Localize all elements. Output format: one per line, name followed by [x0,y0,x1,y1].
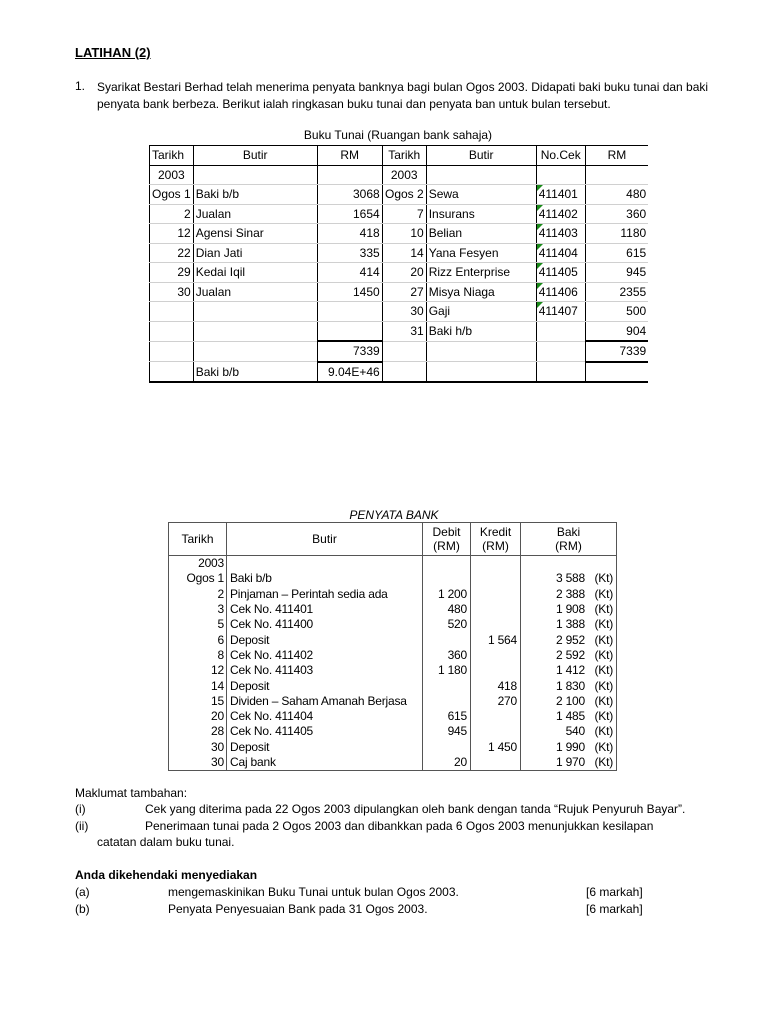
bt-cell-tarikh: 12 [150,224,194,244]
pb-baki-kt: (Kt) [594,571,613,586]
bt-cell-butir: Baki b/b [193,185,317,205]
pb-row [169,663,617,678]
pb-cell-kredit: 270 [471,694,521,709]
buku-tunai-header-row [150,146,649,166]
bt-cell-rm2: 360 [585,204,648,224]
pb-cell-baki [521,602,617,617]
bt-cell-butir2: Sewa [426,185,536,205]
maklumat-label-i: (i) [75,802,86,816]
bt-cell-rm: 335 [317,243,382,263]
bt-cell-butir [193,341,317,362]
bt-cell-nocek: 411403 [536,224,585,244]
pb-header-debit-unit: (RM) [433,539,460,553]
pb-cell-baki [521,694,617,709]
pb-cell-debit: 945 [423,724,471,739]
pb-cell-kredit [471,724,521,739]
pb-header-baki [521,523,617,556]
pb-cell-tarikh: 20 [169,709,227,724]
bt-cell-butir: Baki b/b [193,362,317,383]
maklumat-text-ii: Penerimaan tunai pada 2 Ogos 2003 dan dibankkan pada 6 Ogos 2003 menunjukkan kesilapan [145,819,654,833]
pb-header-kredit-unit: (RM) [482,539,509,553]
bt-cell-butir [193,302,317,322]
bt-cell-tarikh2: 2003 [382,165,426,185]
bt-cell-nocek: 411404 [536,243,585,263]
pb-cell-debit: 360 [423,648,471,663]
bt-row [150,321,649,341]
pb-cell-debit [423,694,471,709]
pb-baki-value: 1 485 [555,709,585,724]
pb-baki-value: 2 952 [555,632,585,647]
bt-cell-butir: Jualan [193,204,317,224]
pb-cell-baki [521,709,617,724]
pb-header-kredit-label: Kredit [479,525,512,539]
maklumat-text-i: Cek yang diterima pada 22 Ogos 2003 dipulangkan oleh bank dengan tanda “Rujuk Penyuruh Bayar”. [145,802,686,816]
bt-cell-butir: Agensi Sinar [193,224,317,244]
pb-baki-kt: (Kt) [594,663,613,678]
pb-cell-kredit [471,602,521,617]
pb-baki-value: 1 908 [555,602,585,617]
pb-cell-tarikh: 28 [169,724,227,739]
pb-cell-butir: Cek No. 411400 [227,617,423,632]
buku-tunai-caption: Buku Tunai (Ruangan bank sahaja) [303,128,493,142]
pb-cell-debit: 20 [423,755,471,771]
bt-cell-rm2 [585,165,648,185]
bt-cell-nocek: 411406 [536,282,585,302]
pb-cell-butir: Deposit [227,740,423,755]
pb-cell-baki [521,648,617,663]
pb-cell-butir: Dividen – Saham Amanah Berjasa [227,694,423,709]
bt-cell-butir2: Insurans [426,204,536,224]
pb-cell-tarikh: 3 [169,602,227,617]
bt-cell-butir2 [426,341,536,362]
bt-header-butir: Butir [193,146,317,166]
dikehendaki-label-b: (b) [75,902,90,916]
bt-cell-rm2: 500 [585,302,648,322]
bt-cell-rm2: 904 [585,321,648,341]
bt-row [150,341,649,362]
bt-cell-tarikh2: 7 [382,204,426,224]
pb-cell-butir: Cek No. 411405 [227,724,423,739]
pb-row [169,571,617,586]
pb-baki-kt: (Kt) [594,755,613,769]
bt-row [150,243,649,263]
pb-baki-kt: (Kt) [594,739,613,754]
pb-header-tarikh: Tarikh [169,523,227,556]
bt-cell-tarikh: 2 [150,204,194,224]
bt-cell-tarikh: 22 [150,243,194,263]
bt-header-nocek: No.Cek [536,146,585,166]
pb-baki-value: 540 [565,724,585,739]
bt-cell-tarikh [150,362,194,383]
bt-row [150,282,649,302]
pb-cell-debit [423,571,471,586]
bt-cell-tarikh2 [382,341,426,362]
bt-cell-rm2: 2355 [585,282,648,302]
bt-row [150,224,649,244]
pb-header-butir: Butir [227,523,423,556]
bt-cell-tarikh: Ogos 1 [150,185,194,205]
bt-cell-rm: 9.04E+46 [317,362,382,383]
pb-cell-butir: Cek No. 411403 [227,663,423,678]
pb-cell-butir: Cek No. 411404 [227,709,423,724]
bt-cell-nocek [536,362,585,383]
pb-cell-kredit [471,663,521,678]
maklumat-label-ii: (ii) [75,819,89,833]
bt-cell-butir2 [426,362,536,383]
pb-cell-tarikh: 5 [169,617,227,632]
pb-baki-kt: (Kt) [594,647,613,662]
bt-cell-tarikh2: 14 [382,243,426,263]
bt-row [150,185,649,205]
pb-row [169,587,617,602]
bt-row [150,302,649,322]
bt-cell-rm: 414 [317,263,382,283]
pb-cell-debit: 520 [423,617,471,632]
bt-cell-tarikh2: 27 [382,282,426,302]
pb-cell-debit: 1 180 [423,663,471,678]
pb-baki-value: 1 412 [555,663,585,678]
pb-baki-value: 1 970 [555,755,585,769]
bt-cell-tarikh: 30 [150,282,194,302]
pb-cell-butir: Baki b/b [227,571,423,586]
page-title: LATIHAN (2) [75,45,151,60]
question-text: Syarikat Bestari Berhad telah menerima penyata banknya bagi bulan Ogos 2003. Didapati baki buku tunai dan baki penyata bank berbeza. Berikut ialah ringkasan buku tunai dan penyata ban untuk bulan tersebut. [97,80,709,111]
bt-cell-butir2: Yana Fesyen [426,243,536,263]
pb-header-baki-unit: (RM) [555,539,582,553]
bt-row [150,362,649,383]
pb-cell-tarikh: 6 [169,632,227,647]
pb-baki-value: 2 592 [555,647,585,662]
pb-row [169,678,617,693]
pb-row [169,740,617,755]
pb-header-kredit [471,523,521,556]
bt-cell-nocek [536,321,585,341]
bt-header-butir2: Butir [426,146,536,166]
bt-cell-rm [317,302,382,322]
pb-header-baki-label: Baki [556,525,581,539]
pb-cell-debit [423,740,471,755]
pb-cell-kredit: 418 [471,678,521,693]
bt-cell-tarikh [150,321,194,341]
bt-cell-butir2: Gaji [426,302,536,322]
bt-cell-tarikh [150,302,194,322]
bt-cell-rm2: 480 [585,185,648,205]
bt-cell-nocek [536,341,585,362]
pb-cell-kredit [471,571,521,586]
pb-cell-tarikh: 30 [169,740,227,755]
pb-cell-tarikh: Ogos 1 [169,571,227,586]
buku-tunai-table [149,145,648,383]
pb-baki-kt: (Kt) [594,724,613,739]
bt-cell-butir2: Misya Niaga [426,282,536,302]
pb-baki-kt: (Kt) [594,586,613,601]
bt-cell-nocek: 411405 [536,263,585,283]
pb-cell-tarikh: 2 [169,587,227,602]
bt-cell-rm2: 615 [585,243,648,263]
pb-cell-kredit [471,709,521,724]
pb-cell-butir [227,556,423,572]
pb-cell-kredit [471,755,521,771]
bt-cell-butir2: Baki h/b [426,321,536,341]
bt-cell-nocek: 411402 [536,204,585,224]
bt-cell-nocek: 411401 [536,185,585,205]
penyata-bank-caption: PENYATA BANK [349,508,439,522]
pb-row [169,648,617,663]
bt-cell-rm2: 7339 [585,341,648,362]
bt-row [150,263,649,283]
pb-baki-kt: (Kt) [594,678,613,693]
pb-cell-baki [521,663,617,678]
pb-cell-baki [521,740,617,755]
bt-cell-tarikh2: 10 [382,224,426,244]
pb-baki-kt: (Kt) [594,617,613,632]
pb-cell-tarikh: 2003 [169,556,227,572]
pb-cell-debit [423,632,471,647]
pb-cell-butir: Cek No. 411401 [227,602,423,617]
pb-baki-value: 2 388 [555,586,585,601]
pb-cell-butir: Caj bank [227,755,423,771]
pb-cell-baki [521,755,617,771]
bt-cell-tarikh2: 30 [382,302,426,322]
bt-cell-butir: Dian Jati [193,243,317,263]
bt-row [150,204,649,224]
bt-header-rm2: RM [585,146,648,166]
pb-header-debit [423,523,471,556]
bt-cell-tarikh2: Ogos 2 [382,185,426,205]
bt-cell-tarikh2: 31 [382,321,426,341]
pb-baki-value: 1 388 [555,617,585,632]
bt-cell-butir2 [426,165,536,185]
pb-cell-kredit [471,587,521,602]
pb-cell-debit [423,556,471,572]
pb-cell-tarikh: 30 [169,755,227,771]
bt-cell-rm [317,165,382,185]
pb-baki-kt: (Kt) [594,693,613,708]
pb-cell-baki [521,556,617,572]
question-number: 1. [75,79,86,93]
bt-cell-tarikh2: 20 [382,263,426,283]
pb-header-debit-label: Debit [432,525,461,539]
pb-row [169,694,617,709]
pb-cell-butir: Deposit [227,678,423,693]
pb-cell-kredit [471,648,521,663]
bt-cell-butir2: Rizz Enterprise [426,263,536,283]
bt-cell-butir2: Belian [426,224,536,244]
dikehendaki-marks-b: [6 markah] [586,902,643,916]
pb-baki-value: 3 588 [555,571,585,586]
maklumat-text-ii-cont: catatan dalam buku tunai. [97,835,235,849]
pb-cell-kredit: 1 450 [471,740,521,755]
bt-cell-rm: 1654 [317,204,382,224]
pb-cell-baki [521,632,617,647]
pb-cell-debit: 1 200 [423,587,471,602]
bt-cell-nocek [536,165,585,185]
bt-header-tarikh2: Tarikh [382,146,426,166]
bt-cell-butir [193,165,317,185]
pb-cell-tarikh: 14 [169,678,227,693]
pb-cell-baki [521,571,617,586]
bt-cell-tarikh [150,341,194,362]
pb-baki-kt: (Kt) [594,709,613,724]
pb-cell-butir: Deposit [227,632,423,647]
pb-cell-baki [521,587,617,602]
pb-baki-kt: (Kt) [594,602,613,617]
penyata-bank-table [168,522,617,771]
pb-baki-kt: (Kt) [594,632,613,647]
pb-row [169,556,617,572]
pb-row [169,709,617,724]
bt-cell-rm2: 945 [585,263,648,283]
pb-row [169,755,617,771]
pb-cell-tarikh: 12 [169,663,227,678]
pb-cell-baki [521,678,617,693]
pb-cell-kredit [471,617,521,632]
bt-cell-rm: 7339 [317,341,382,362]
pb-row [169,617,617,632]
dikehendaki-heading: Anda dikehendaki menyediakan [75,868,258,882]
bt-cell-nocek: 411407 [536,302,585,322]
bt-row [150,165,649,185]
pb-cell-debit: 480 [423,602,471,617]
bt-cell-tarikh2 [382,362,426,383]
bt-cell-tarikh: 29 [150,263,194,283]
pb-cell-kredit [471,556,521,572]
pb-cell-baki [521,724,617,739]
pb-row [169,632,617,647]
bt-cell-butir: Kedai Iqil [193,263,317,283]
bt-cell-rm: 1450 [317,282,382,302]
pb-cell-tarikh: 15 [169,694,227,709]
bt-cell-rm2: 1180 [585,224,648,244]
bt-cell-tarikh: 2003 [150,165,194,185]
pb-cell-debit: 615 [423,709,471,724]
penyata-bank-header-row [169,523,617,556]
dikehendaki-text-a: mengemaskinikan Buku Tunai untuk bulan Ogos 2003. [168,885,459,899]
pb-baki-value: 2 100 [555,693,585,708]
bt-cell-rm2 [585,362,648,383]
dikehendaki-marks-a: [6 markah] [586,885,643,899]
pb-row [169,724,617,739]
dikehendaki-text-b: Penyata Penyesuaian Bank pada 31 Ogos 2003. [168,902,428,916]
bt-header-rm: RM [317,146,382,166]
maklumat-heading: Maklumat tambahan: [75,786,188,800]
pb-cell-butir: Cek No. 411402 [227,648,423,663]
pb-baki-value: 1 990 [555,739,585,754]
bt-header-tarikh: Tarikh [150,146,194,166]
pb-row [169,602,617,617]
pb-cell-butir: Pinjaman – Perintah sedia ada [227,587,423,602]
bt-cell-butir: Jualan [193,282,317,302]
bt-cell-rm [317,321,382,341]
pb-baki-value: 1 830 [555,678,585,693]
bt-cell-rm: 418 [317,224,382,244]
pb-cell-tarikh: 8 [169,648,227,663]
pb-cell-baki [521,617,617,632]
pb-cell-kredit: 1 564 [471,632,521,647]
bt-cell-rm: 3068 [317,185,382,205]
bt-cell-butir [193,321,317,341]
dikehendaki-label-a: (a) [75,885,90,899]
pb-cell-debit [423,678,471,693]
